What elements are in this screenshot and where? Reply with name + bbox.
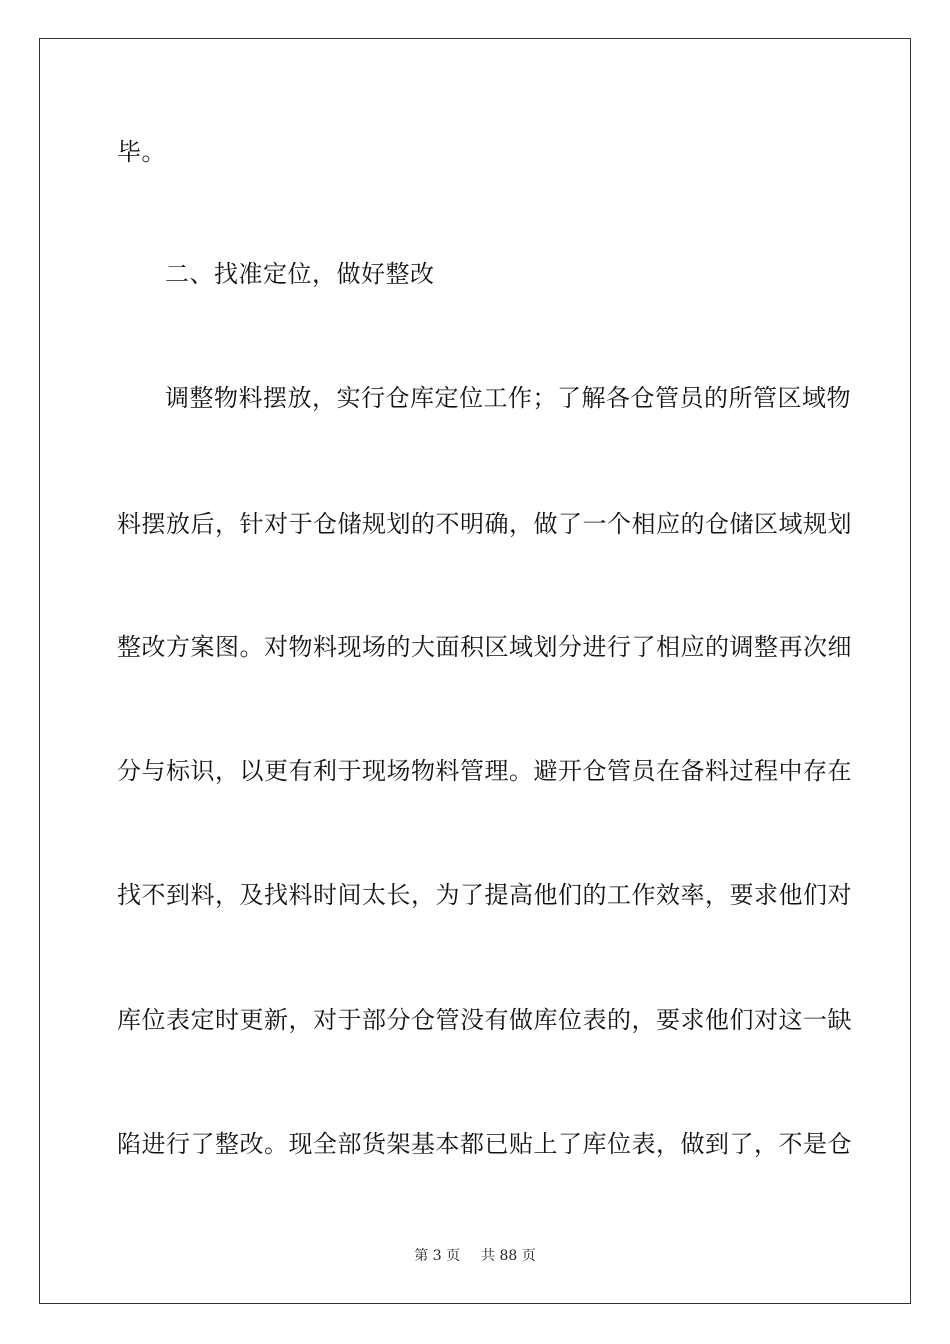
paragraph-line-1: 调整物料摆放，实行仓库定位工作；了解各仓管员的所管区域物	[165, 384, 851, 412]
paragraph-line-7: 陷进行了整改。现全部货架基本都已贴上了库位表，做到了，不是仓	[117, 1130, 852, 1158]
page-footer	[0, 1247, 950, 1265]
paragraph-line-3: 整改方案图。对物料现场的大面积区域划分进行了相应的调整再次细	[117, 633, 852, 661]
page-number: 第 3 页	[414, 1248, 461, 1264]
section-heading: 二、找准定位，做好整改	[165, 260, 435, 288]
paragraph-line-4: 分与标识，以更有利于现场物料管理。避开仓管员在备料过程中存在	[117, 757, 852, 785]
page-border	[39, 38, 911, 1304]
text-line-1: 毕。	[117, 138, 166, 166]
page-total: 共 88 页	[481, 1248, 536, 1264]
paragraph-line-5: 找不到料，及找料时间太长，为了提高他们的工作效率，要求他们对	[117, 881, 852, 909]
paragraph-line-6: 库位表定时更新，对于部分仓管没有做库位表的，要求他们对这一缺	[117, 1006, 852, 1034]
paragraph-line-2: 料摆放后，针对于仓储规划的不明确，做了一个相应的仓储区域规划	[117, 510, 852, 538]
